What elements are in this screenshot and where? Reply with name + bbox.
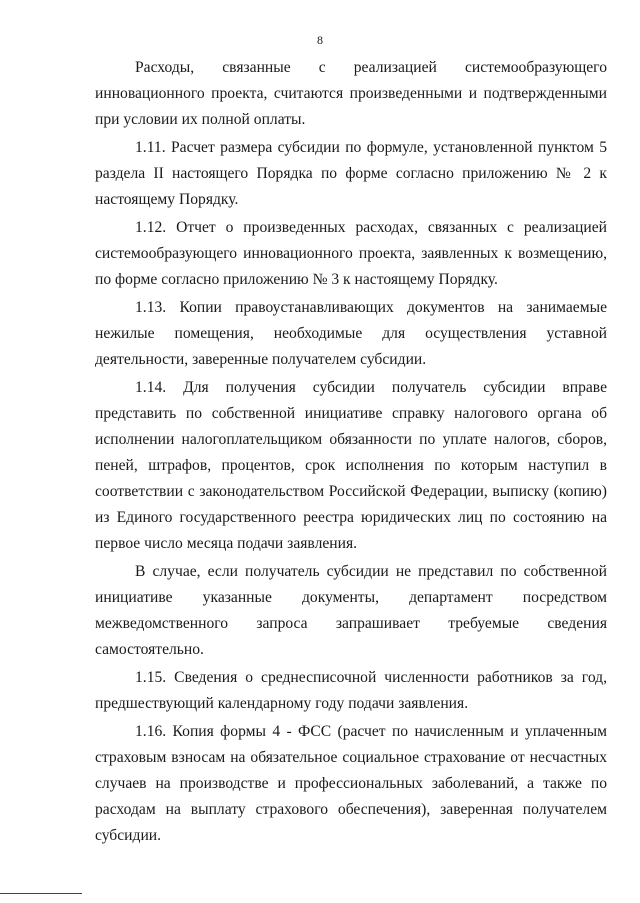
document-body (95, 55, 607, 849)
paragraph-1-11: 1.11. Расчет размера субсидии по формуле, установленной пунктом 5 раздела II настоящего Порядка по форме согласно приложению № 2 к настоящему Порядку. (95, 139, 607, 208)
paragraph-1-15: 1.15. Сведения о среднесписочной численности работников за год, предшествующий календарному году подачи заявления. (95, 669, 607, 712)
paragraph-interagency-request: В случае, если получатель субсидии не представил по собственной инициативе указанные документы, департамент посредством межведомственного запроса запрашивает требуемые сведения самостоятельно. (95, 563, 607, 658)
paragraph-1-12: 1.12. Отчет о произведенных расходах, связанных с реализацией системообразующего инновационного проекта, заявленных к возмещению, по форме согласно приложению № 3 к настоящему Порядку. (95, 219, 607, 288)
paragraph-expenses-condition: Расходы, связанные с реализацией системообразующего инновационного проекта, считаются произведенными и подтвержденными при условии их полной оплаты. (95, 59, 607, 128)
footer-rule (0, 893, 82, 894)
paragraph-1-16: 1.16. Копия формы 4 - ФСС (расчет по начисленным и уплаченным страховым взносам на обязательное социальное страхование от несчастных случаев на производстве и профессиональных заболеваний, а также по расходам на выплату страхового обеспечения), заверенная получателем субсидии. (95, 723, 607, 844)
paragraph-1-13: 1.13. Копии правоустанавливающих документов на занимаемые нежилые помещения, необходимые для осуществления уставной деятельности, заверенные получателем субсидии. (95, 299, 607, 368)
paragraph-1-14: 1.14. Для получения субсидии получатель субсидии вправе представить по собственной инициативе справку налогового органа об исполнении налогоплательщиком обязанности по уплате налогов, сборов, пеней, штрафов, процентов, срок исполнения по которым наступил в соответствии с законодательством Российской Федерации, выписку (копию) из Единого государственного реестра юридических лиц по состоянию на первое число месяца подачи заявления. (95, 379, 607, 552)
page-number: 8 (317, 33, 323, 47)
